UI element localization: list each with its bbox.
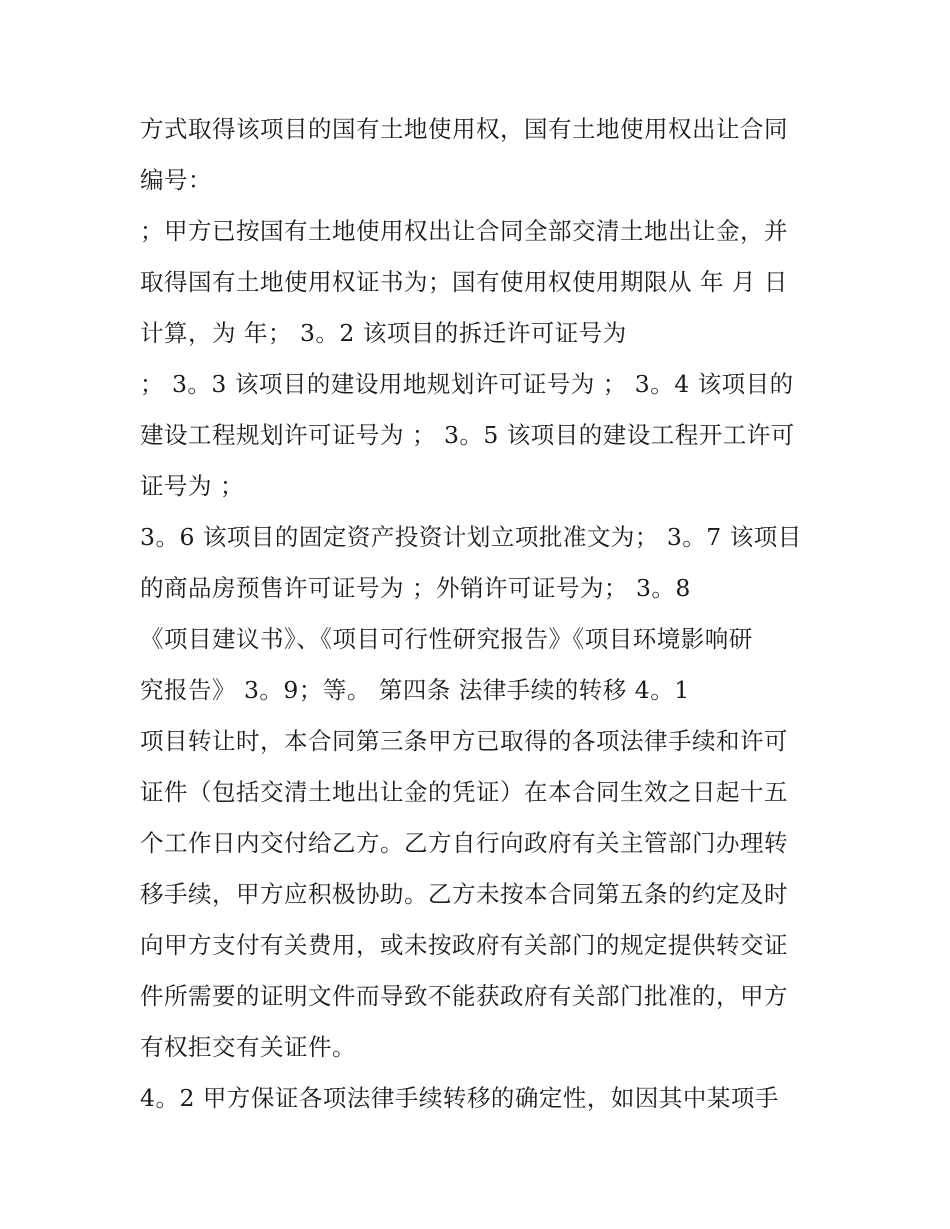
text-line: 方式取得该项目的国有土地使用权，国有土地使用权出让合同 xyxy=(140,115,788,143)
text-line: 证号为 ； xyxy=(140,472,244,500)
text-line: 4。2 甲方保证各项法律手续转移的确定性，如因其中某项手 xyxy=(140,1084,779,1112)
text-line: 个工作日内交付给乙方。乙方自行向政府有关主管部门办理转 xyxy=(140,829,788,857)
text-line: 项目转让时，本合同第三条甲方已取得的各项法律手续和许可 xyxy=(140,727,788,755)
text-line: 3。6 该项目的固定资产投资计划立项批准文为； 3。7 该项目 xyxy=(140,523,802,551)
text-line: 计算，为 年； 3。2 该项目的拆迁许可证号为 xyxy=(140,319,627,347)
text-line: 向甲方支付有关费用，或未按政府有关部门的规定提供转交证 xyxy=(140,931,788,959)
text-line: 建设工程规划许可证号为 ； 3。5 该项目的建设工程开工许可 xyxy=(140,421,795,449)
text-line: 的商品房预售许可证号为 ；外销许可证号为； 3。8 xyxy=(140,574,691,602)
text-line: 证件（包括交清土地出让金的凭证）在本合同生效之日起十五 xyxy=(140,778,788,806)
text-line: 有权拒交有关证件。 xyxy=(140,1033,356,1061)
text-line: 究报告》 3。9；等。 第四条 法律手续的转移 4。1 xyxy=(140,676,690,704)
text-line: 移手续，甲方应积极协助。乙方未按本合同第五条的约定及时 xyxy=(140,880,788,908)
text-line: ；甲方已按国有土地使用权出让合同全部交清土地出让金，并 xyxy=(140,217,788,245)
text-line: 《项目建议书》、《项目可行性研究报告》《项目环境影响研 xyxy=(140,625,753,653)
text-line: ； 3。3 该项目的建设用地规划许可证号为 ； 3。4 该项目的 xyxy=(140,370,794,398)
text-line: 编号： xyxy=(140,166,212,194)
text-line: 取得国有土地使用权证书为；国有使用权使用期限从 年 月 日 xyxy=(140,268,788,296)
text-line: 件所需要的证明文件而导致不能获政府有关部门批准的，甲方 xyxy=(140,982,788,1010)
